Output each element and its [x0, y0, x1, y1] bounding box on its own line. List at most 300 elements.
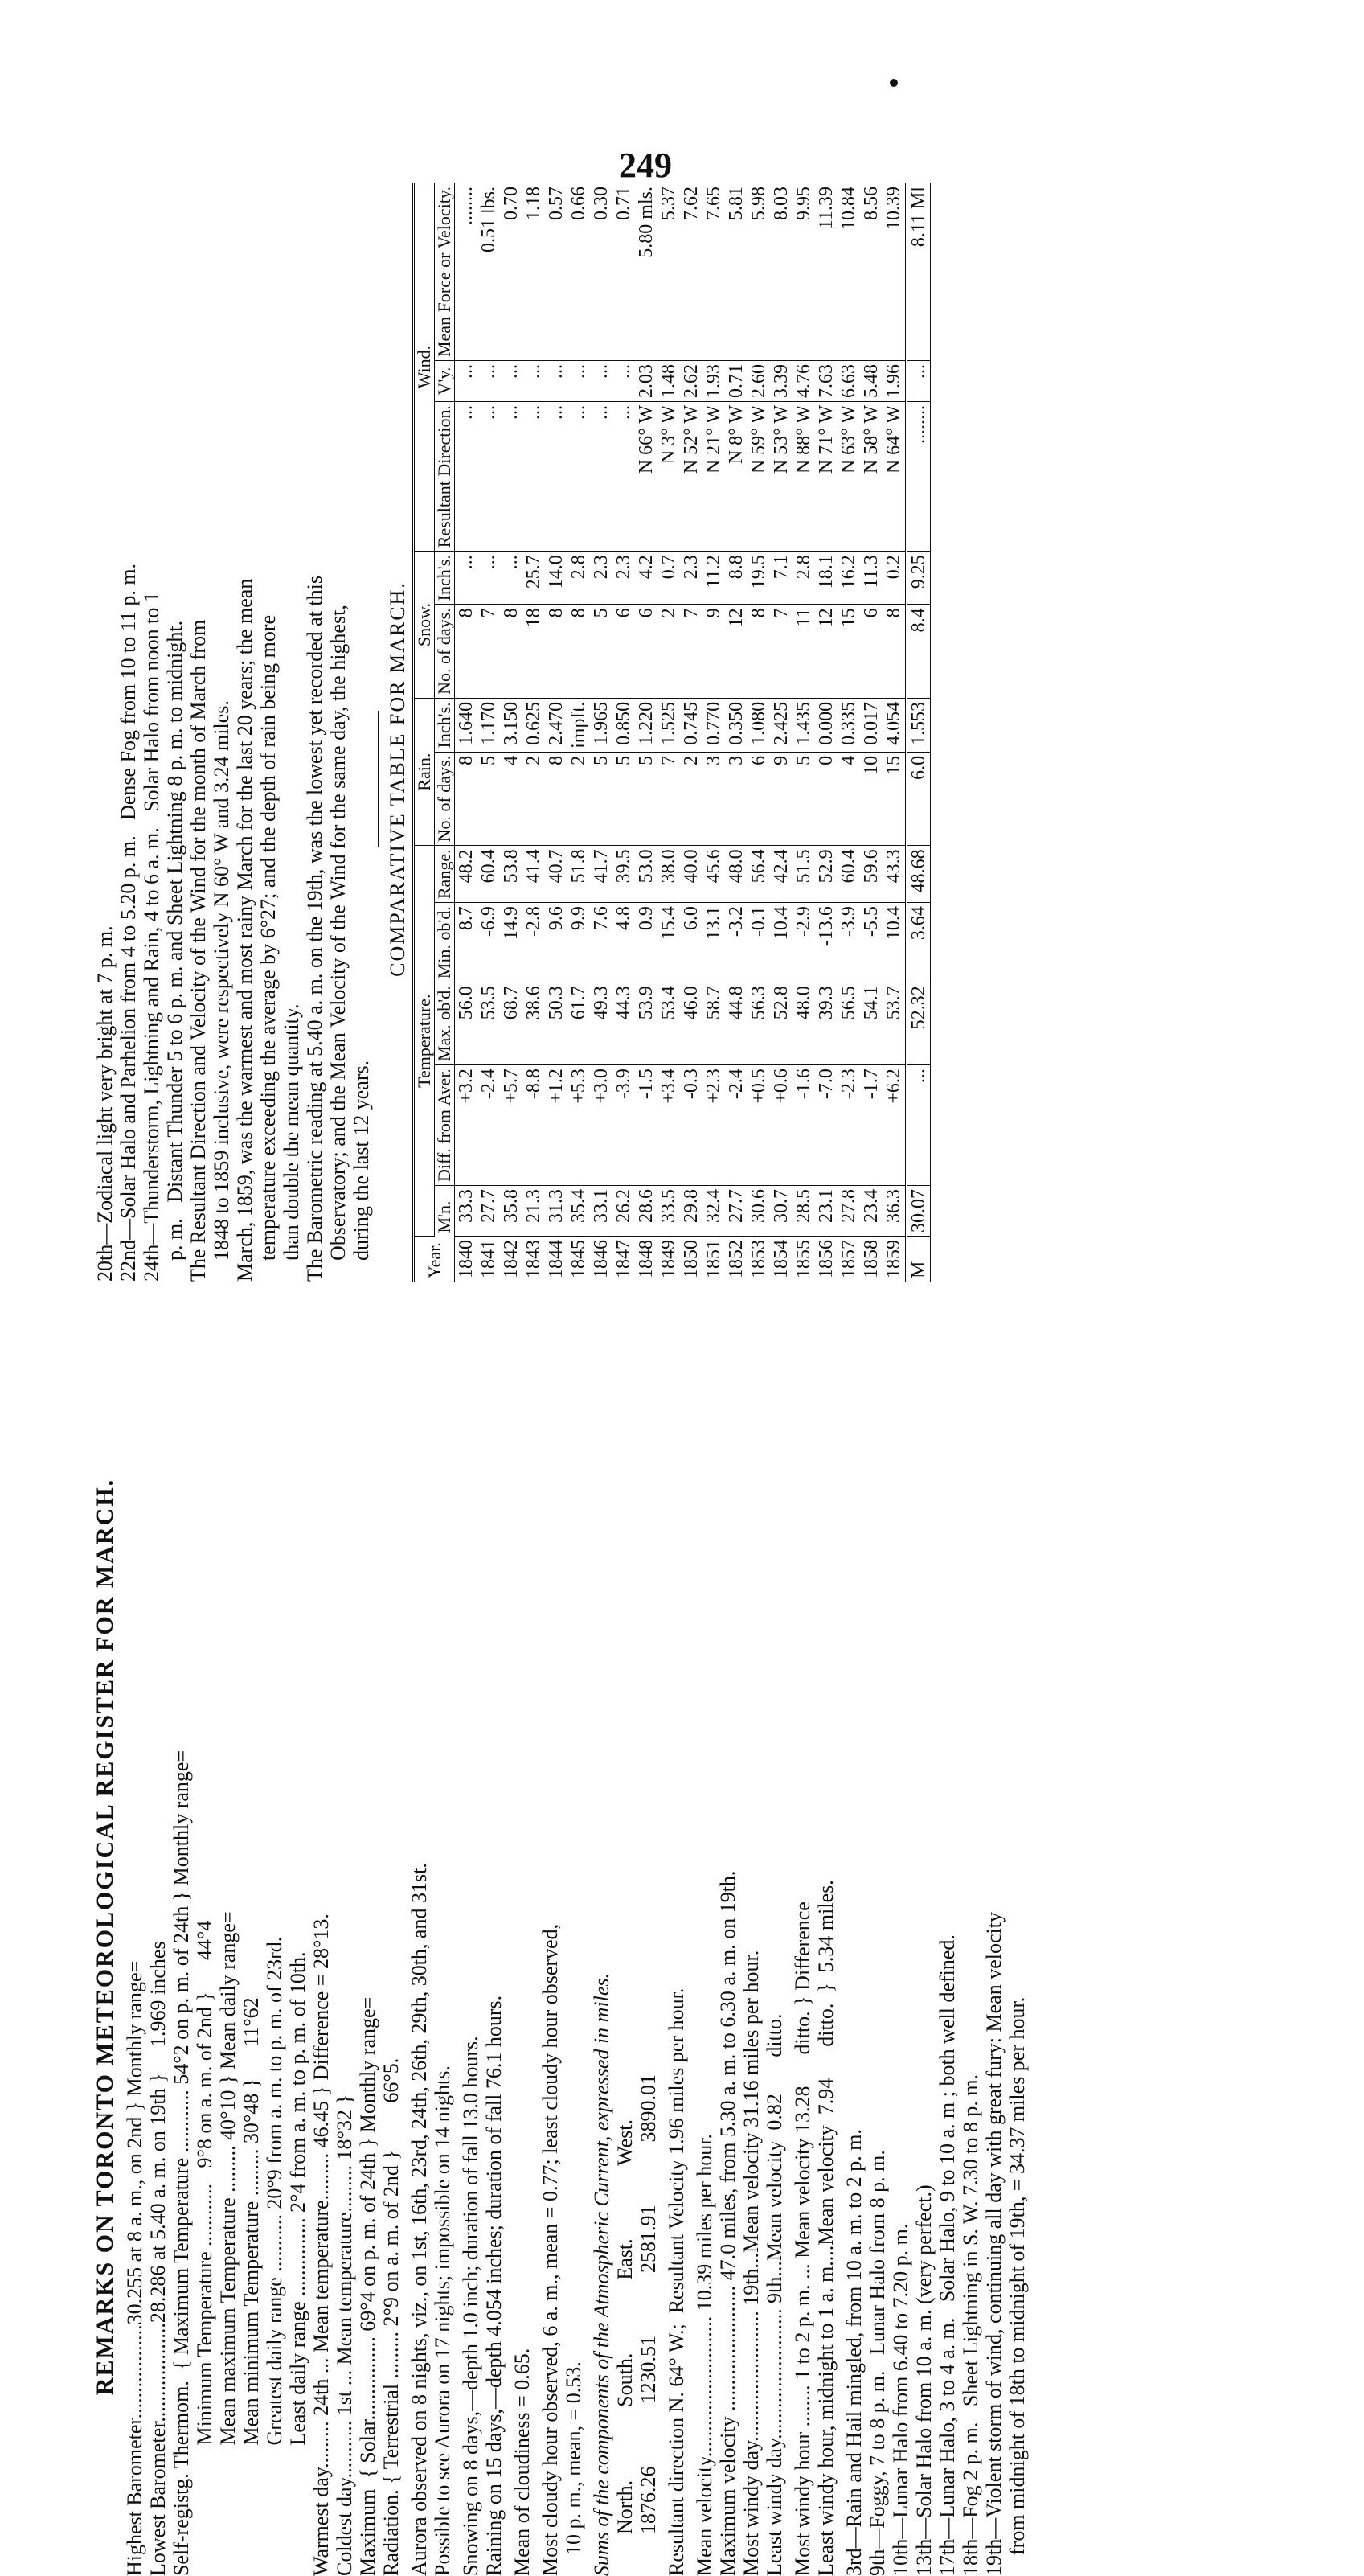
- table-row: [680, 183, 702, 1282]
- remark-line: Self-registg. Thermom. { Maximum Temperature ............ 54°2 on p. m. of 24th } Monthly range=: [170, 1749, 193, 2576]
- table-mean-row: [907, 183, 932, 1282]
- table-cell: 2: [522, 752, 545, 846]
- table-cell: 1850: [681, 1240, 702, 1278]
- remark-line: North. South. East. West.: [613, 2119, 637, 2576]
- table-cell: 15.4: [657, 903, 680, 982]
- table-cell: N 52° W: [680, 402, 702, 552]
- mean-cell: M: [907, 1237, 932, 1282]
- column-header: Max. ob'd.: [435, 982, 455, 1065]
- note-line: 1848 to 1859 inclusive, were respectively N 60° W and 3.24 miles.: [210, 700, 233, 1282]
- table-row: [725, 183, 748, 1282]
- table-cell: ...: [522, 361, 545, 402]
- table-cell: 1857: [838, 1240, 859, 1278]
- table-cell: 4: [838, 752, 860, 846]
- table-cell: 3.150: [500, 698, 522, 752]
- table-cell: 5.81: [725, 183, 748, 361]
- table-cell: 1.965: [590, 698, 612, 752]
- table-cell: 1842: [501, 1240, 522, 1278]
- table-cell: 1.640: [455, 698, 478, 752]
- table-row: [522, 183, 545, 1282]
- table-cell: N 66° W: [635, 402, 657, 552]
- table-cell: N 8° W: [725, 402, 748, 552]
- column-header: Resultant Direction.: [435, 402, 455, 552]
- table-row: [477, 183, 500, 1282]
- table-row: [883, 183, 907, 1282]
- column-header: Inch's.: [435, 698, 455, 752]
- table-cell: 8: [545, 605, 567, 699]
- table-cell: ...: [500, 361, 522, 402]
- table-cell: 28.5: [793, 1186, 815, 1237]
- table-cell: 8: [455, 752, 478, 846]
- table-cell: 7: [680, 605, 702, 699]
- table-cell: +2.3: [702, 1065, 725, 1186]
- table-cell: 1.220: [635, 698, 657, 752]
- table-cell: ...: [500, 552, 522, 605]
- column-header: No. of days.: [435, 752, 455, 846]
- table-cell: -1.7: [860, 1065, 883, 1186]
- table-cell: 8: [500, 605, 522, 699]
- table-row: [702, 183, 725, 1282]
- table-cell: 1844: [546, 1240, 567, 1278]
- mean-cell: 30.07: [907, 1186, 932, 1237]
- note-line: The Resultant Direction and Velocity of the Wind for the month of March from: [186, 619, 210, 1282]
- mean-cell: 3.64: [907, 903, 932, 982]
- table-cell: 30.6: [748, 1186, 770, 1237]
- year-header: Year.: [414, 1237, 455, 1282]
- remark-line: Maximum { Solar................ 69°4 on p. m. of 24th } Monthly range=: [356, 1996, 379, 2576]
- table-cell: ...: [545, 361, 567, 402]
- table-cell: 8: [748, 605, 770, 699]
- table-body: [455, 183, 907, 1282]
- table-cell: 9.95: [793, 183, 815, 361]
- column-header: Range.: [435, 846, 455, 903]
- remark-line: 10th—Lunar Halo from 6.40 to 7.20 p. m.: [889, 2223, 912, 2576]
- table-cell: 0.51 lbs.: [477, 183, 500, 361]
- table-cell: 2.03: [635, 361, 657, 402]
- mean-cell: ........: [907, 402, 932, 552]
- remark-line: Most windy hour ........ 1 to 2 p. m. ... Mean velocity 13.28 ditto. } Difference: [791, 1901, 814, 2576]
- remark-line: Resultant direction N. 64° W.; Resultant Velocity 1.96 miles per hour.: [665, 1987, 688, 2576]
- table-cell: N 53° W: [770, 402, 793, 552]
- table-cell: N 21° W: [702, 402, 725, 552]
- table-cell: 1.525: [657, 698, 680, 752]
- table-cell: 27.7: [477, 1186, 500, 1237]
- table-cell: -3.9: [612, 1065, 635, 1186]
- table-cell: ...: [567, 361, 590, 402]
- table-cell: 5.98: [748, 183, 770, 361]
- table-cell: 6: [612, 605, 635, 699]
- table-cell: -5.5: [860, 903, 883, 982]
- table-cell: 12: [815, 605, 838, 699]
- table-cell: 45.6: [702, 846, 725, 903]
- table-cell: N 3° W: [657, 402, 680, 552]
- table-cell: 39.5: [612, 846, 635, 903]
- remark-line: Radiation. { Terrestrial ......... 2°9 on a. m. of 2nd } 66°5.: [379, 2057, 403, 2576]
- table-cell: 56.0: [455, 982, 478, 1065]
- table-cell: 5: [635, 752, 657, 846]
- table-cell: 2.62: [680, 361, 702, 402]
- table-cell: 7.65: [702, 183, 725, 361]
- table-cell: 38.6: [522, 982, 545, 1065]
- table-row: [635, 183, 657, 1282]
- table-cell: 7: [770, 605, 793, 699]
- table-cell: -2.8: [522, 903, 545, 982]
- temperature-group-header: Temperature.: [414, 846, 435, 1237]
- table-cell: 9.6: [545, 903, 567, 982]
- table-cell: 5.48: [860, 361, 883, 402]
- table-cell: 8.7: [455, 903, 478, 982]
- table-cell: -2.4: [725, 1065, 748, 1186]
- table-cell: -3.2: [725, 903, 748, 982]
- table-cell: -7.0: [815, 1065, 838, 1186]
- table-cell: 2.470: [545, 698, 567, 752]
- remark-line: Most cloudy hour observed, 6 a. m., mean = 0.77; least cloudy hour observed,: [539, 1923, 562, 2576]
- table-row: [612, 183, 635, 1282]
- table-cell: 6: [860, 605, 883, 699]
- table-cell: N 71° W: [815, 402, 838, 552]
- table-cell: 53.0: [635, 846, 657, 903]
- table-cell: N 59° W: [748, 402, 770, 552]
- column-header: M'n.: [435, 1186, 455, 1237]
- table-cell: +1.2: [545, 1065, 567, 1186]
- remark-line: 10 p. m., mean, = 0.53.: [562, 2361, 585, 2576]
- table-row: [860, 183, 883, 1282]
- table-cell: 1846: [591, 1240, 612, 1278]
- table-cell: 7.1: [770, 552, 793, 605]
- table-cell: 54.1: [860, 982, 883, 1065]
- remark-line: Mean minimum Temperature ......... 30°48 } 11°62: [240, 1997, 263, 2576]
- table-cell: 1.170: [477, 698, 500, 752]
- table-cell: 0.7: [657, 552, 680, 605]
- table-cell: 48.2: [455, 846, 478, 903]
- table-cell: 10: [860, 752, 883, 846]
- table-cell: 6.0: [680, 903, 702, 982]
- remark-line: Mean velocity........................... 10.39 miles per hour.: [693, 2133, 716, 2576]
- table-row: [770, 183, 793, 1282]
- table-cell: 31.3: [545, 1186, 567, 1237]
- table-cell: 19.5: [748, 552, 770, 605]
- table-cell: +3.4: [657, 1065, 680, 1186]
- table-cell: 28.6: [635, 1186, 657, 1237]
- table-cell: 33.1: [590, 1186, 612, 1237]
- table-cell: 1841: [478, 1240, 499, 1278]
- table-cell: 10.84: [838, 183, 860, 361]
- table-cell: 52.9: [815, 846, 838, 903]
- mean-cell: 52.32: [907, 982, 932, 1065]
- table-cell: +0.6: [770, 1065, 793, 1186]
- remark-line: 3rd—Rain and Hail mingled, from 10 a. m. to 2 p. m.: [842, 2128, 866, 2576]
- table-cell: 1859: [883, 1240, 904, 1278]
- table-cell: 0.9: [635, 903, 657, 982]
- remarks-list: [123, 1298, 1029, 2576]
- table-cell: ...: [477, 402, 500, 552]
- remark-line: Least windy hour, midnight to 1 a. m....Mean velocity 7.94 ditto. } 5.34 miles.: [814, 1880, 838, 2576]
- table-cell: 5.80 mls.: [635, 183, 657, 361]
- table-cell: 7.63: [815, 361, 838, 402]
- table-cell: 2.3: [590, 552, 612, 605]
- remark-line: Warmest day......... 24th ... Mean temperature......... 46.45 } Difference = 28°13.: [309, 1914, 333, 2576]
- remark-line: Minimum Temperature ............ 9°8 on a. m. of 2nd } 44°4: [193, 1920, 216, 2576]
- table-cell: 3: [725, 752, 748, 846]
- table-cell: 1847: [613, 1240, 634, 1278]
- table-cell: 13.1: [702, 903, 725, 982]
- table-cell: 2.3: [680, 552, 702, 605]
- column-header: V'y.: [435, 361, 455, 402]
- table-cell: 9.9: [567, 903, 590, 982]
- table-cell: 18: [522, 605, 545, 699]
- table-cell: 1849: [658, 1240, 679, 1278]
- table-cell: -6.9: [477, 903, 500, 982]
- note-line: March, 1859, was the warmest and most rainy March for the last 20 years; the mean: [233, 578, 256, 1282]
- table-cell: 35.4: [567, 1186, 590, 1237]
- rain-group-header: Rain.: [414, 698, 435, 846]
- table-cell: 32.4: [702, 1186, 725, 1237]
- table-cell: +3.0: [590, 1065, 612, 1186]
- table-row: [838, 183, 860, 1282]
- remark-line: Maximum velocity ........................ 47.0 miles, from 5.30 a. m. to 6.30 a. m. on 19th.: [716, 1870, 739, 2576]
- table-cell: 2: [567, 752, 590, 846]
- table-cell: 39.3: [815, 982, 838, 1065]
- table-cell: 60.4: [477, 846, 500, 903]
- table-cell: N 64° W: [883, 402, 907, 552]
- table-cell: 48.0: [725, 846, 748, 903]
- table-cell: 8: [883, 605, 907, 699]
- table-cell: 0.2: [883, 552, 907, 605]
- table-cell: 40.0: [680, 846, 702, 903]
- remark-line: Greatest daily range ........... 20°9 from a. m. to p. m. of 23rd.: [263, 1936, 286, 2576]
- table-cell: 5: [477, 752, 500, 846]
- table-cell: N 58° W: [860, 402, 883, 552]
- table-cell: 18.1: [815, 552, 838, 605]
- notes-column: [93, 187, 932, 1282]
- table-cell: 36.3: [883, 1186, 907, 1237]
- table-cell: 14.9: [500, 903, 522, 982]
- table-cell: 2.8: [793, 552, 815, 605]
- table-cell: 12: [725, 605, 748, 699]
- table-cell: 5: [590, 605, 612, 699]
- remark-line: 19th—Violent storm of wind, continuing all day with great fury: Mean velocity: [982, 1912, 1006, 2576]
- note-line: during the last 12 years.: [350, 1060, 373, 1282]
- column-header: Mean Force or Velocity.: [435, 183, 455, 361]
- table-cell: -1.5: [635, 1065, 657, 1186]
- table-cell: 5: [793, 752, 815, 846]
- table-cell: 38.0: [657, 846, 680, 903]
- table-cell: 1840: [456, 1240, 477, 1278]
- remark-line: Mean of cloudiness = 0.65.: [510, 2348, 534, 2576]
- table-cell: 11: [793, 605, 815, 699]
- table-row: [815, 183, 838, 1282]
- table-cell: 10.4: [770, 903, 793, 982]
- note-line: than double the mean quantity.: [280, 1003, 303, 1282]
- table-cell: ...: [612, 361, 635, 402]
- table-cell: 3.39: [770, 361, 793, 402]
- table-cell: 2: [657, 605, 680, 699]
- table-cell: 11.2: [702, 552, 725, 605]
- table-cell: 23.4: [860, 1186, 883, 1237]
- table-cell: -3.9: [838, 903, 860, 982]
- table-cell: 48.0: [793, 982, 815, 1065]
- remark-line: 13th—Solar Halo from 10 a. m. (very perfect.): [912, 2184, 936, 2576]
- table-cell: 33.5: [657, 1186, 680, 1237]
- table-cell: 68.7: [500, 982, 522, 1065]
- table-cell: 60.4: [838, 846, 860, 903]
- table-cell: 0.66: [567, 183, 590, 361]
- column-header: Diff. from Aver.: [435, 1065, 455, 1186]
- table-cell: +3.2: [455, 1065, 478, 1186]
- table-cell: 27.7: [725, 1186, 748, 1237]
- table-cell: 51.5: [793, 846, 815, 903]
- table-cell: 25.7: [522, 552, 545, 605]
- table-cell: 10.39: [883, 183, 907, 361]
- table-cell: 0.71: [612, 183, 635, 361]
- table-cell: +6.2: [883, 1065, 907, 1186]
- table-cell: 49.3: [590, 982, 612, 1065]
- table-cell: 35.8: [500, 1186, 522, 1237]
- table-cell: 0.71: [725, 361, 748, 402]
- table-cell: 0.350: [725, 698, 748, 752]
- column-header: Min. ob'd.: [435, 903, 455, 982]
- table-cell: ...: [477, 361, 500, 402]
- table-cell: 0.625: [522, 698, 545, 752]
- table-cell: ...: [477, 552, 500, 605]
- table-cell: 6: [635, 605, 657, 699]
- remarks-column: [93, 1298, 1029, 2576]
- table-cell: 2: [680, 752, 702, 846]
- remark-line: Aurora observed on 8 nights, viz., on 1st, 16th, 23rd, 24th, 26th, 29th, 30th, and 31st.: [408, 1863, 431, 2576]
- table-cell: 0.57: [545, 183, 567, 361]
- table-cell: 50.3: [545, 982, 567, 1065]
- table-cell: 1851: [703, 1240, 724, 1278]
- table-cell: 1.435: [793, 698, 815, 752]
- note-line: 24th—Thunderstorm, Lightning and Rain, 4 to 6 a. m. Solar Halo from noon to 1: [140, 592, 163, 1282]
- ink-dot: [890, 79, 898, 87]
- table-cell: 41.7: [590, 846, 612, 903]
- table-cell: 4.054: [883, 698, 907, 752]
- table-row: [567, 183, 590, 1282]
- table-cell: 2.425: [770, 698, 793, 752]
- table-row: [748, 183, 770, 1282]
- table-cell: 0: [815, 752, 838, 846]
- wind-group-header: Wind.: [414, 183, 435, 552]
- table-cell: 15: [838, 605, 860, 699]
- table-cell: 10.4: [883, 903, 907, 982]
- table-cell: 4.2: [635, 552, 657, 605]
- remark-line: 18th—Fog 2 p. m. Sheet Lightning in S. W. 7.30 to 8 p. m.: [959, 2074, 982, 2576]
- remark-line: Possible to see Aurora on 17 nights; impossible on 14 nights.: [431, 2065, 454, 2576]
- table-cell: 0.30: [590, 183, 612, 361]
- remark-line: from midnight of 18th to midnight of 19th, = 34.37 miles per hour.: [1006, 1996, 1029, 2576]
- table-cell: 33.3: [455, 1186, 478, 1237]
- table-cell: 8: [567, 605, 590, 699]
- table-cell: 53.7: [883, 982, 907, 1065]
- table-cell: ...: [455, 361, 478, 402]
- remark-line: Least daily range ............... 2°4 from a. m. to p. m. of 10th.: [286, 1951, 309, 2576]
- table-cell: 8.03: [770, 183, 793, 361]
- page-title: REMARKS ON TORONTO METEOROLOGICAL REGISTER FOR MARCH.: [92, 1478, 118, 2396]
- table-cell: -2.3: [838, 1065, 860, 1186]
- table-cell: 4.76: [793, 361, 815, 402]
- table-cell: 16.2: [838, 552, 860, 605]
- table-cell: ...: [612, 402, 635, 552]
- table-cell: 1.93: [702, 361, 725, 402]
- table-cell: 53.4: [657, 982, 680, 1065]
- column-header: No. of days.: [435, 605, 455, 699]
- table-cell: 27.8: [838, 1186, 860, 1237]
- table-cell: N 88° W: [793, 402, 815, 552]
- remark-line: 1876.26 1230.51 2581.91 3890.01: [637, 2074, 660, 2576]
- table-cell: N 63° W: [838, 402, 860, 552]
- remark-line: Highest Barometer..................30.255 at 8 a. m., on 2nd } Monthly range=: [123, 1960, 146, 2576]
- table-cell: 1852: [726, 1240, 747, 1278]
- table-cell: 1854: [771, 1240, 792, 1278]
- table-cell: -2.9: [793, 903, 815, 982]
- table-cell: 9: [702, 605, 725, 699]
- table-cell: -2.4: [477, 1065, 500, 1186]
- remark-line: Snowing on 8 days,—depth 1.0 inch; duration of fall 13.0 hours.: [459, 2036, 482, 2576]
- table-cell: +5.3: [567, 1065, 590, 1186]
- mean-cell: ...: [907, 1065, 932, 1186]
- table-cell: 1843: [523, 1240, 544, 1278]
- table-cell: 2.8: [567, 552, 590, 605]
- table-cell: 1845: [568, 1240, 589, 1278]
- column-header: Inch's.: [435, 552, 455, 605]
- table-title: COMPARATIVE TABLE FOR MARCH.: [386, 581, 409, 977]
- table-cell: 6.63: [838, 361, 860, 402]
- mean-cell: 8.11 Ml: [907, 183, 932, 361]
- table-cell: 56.4: [748, 846, 770, 903]
- table-cell: 21.3: [522, 1186, 545, 1237]
- table-cell: 4.8: [612, 903, 635, 982]
- note-line: temperature exceeding the average by 6°27; and the depth of rain being more: [256, 614, 280, 1282]
- table-cell: 0.017: [860, 698, 883, 752]
- table-cell: +5.7: [500, 1065, 522, 1186]
- table-cell: -8.8: [522, 1065, 545, 1186]
- table-cell: 8.8: [725, 552, 748, 605]
- table-cell: 11.3: [860, 552, 883, 605]
- table-cell: ........: [455, 183, 478, 361]
- notes-list: [93, 277, 373, 1282]
- table-cell: ...: [522, 402, 545, 552]
- table-cell: 2.60: [748, 361, 770, 402]
- table-cell: 40.7: [545, 846, 567, 903]
- remark-line: Sums of the components of the Atmospheric Current, expressed in miles.: [590, 1972, 613, 2576]
- table-cell: 7.62: [680, 183, 702, 361]
- table-cell: 4: [500, 752, 522, 846]
- mean-cell: 48.68: [907, 846, 932, 903]
- table-cell: 1853: [748, 1240, 769, 1278]
- table-cell: 58.7: [702, 982, 725, 1065]
- table-cell: 44.3: [612, 982, 635, 1065]
- table-cell: 1.080: [748, 698, 770, 752]
- table-cell: 23.1: [815, 1186, 838, 1237]
- remark-line: Lowest Barometer...................28.286 at 5.40 a. m. on 19th } 1.969 inches: [146, 1941, 170, 2576]
- table-cell: -0.1: [748, 903, 770, 982]
- table-cell: 0.000: [815, 698, 838, 752]
- table-cell: ...: [545, 402, 567, 552]
- table-row: [657, 183, 680, 1282]
- table-cell: 1858: [861, 1240, 882, 1278]
- mean-cell: 1.553: [907, 698, 932, 752]
- table-row: [500, 183, 522, 1282]
- note-line: 22nd—Solar Halo and Parhelion from 4 to 5.20 p. m. Dense Fog from 10 to 11 p. m.: [117, 563, 140, 1282]
- remark-line: 9th—Foggy, 7 to 8 p. m. Lunar Halo from 8 p. m.: [866, 2150, 889, 2576]
- table-cell: ...: [500, 402, 522, 552]
- rotated-page-content: [92, 187, 1251, 2576]
- table-cell: 5: [612, 752, 635, 846]
- table-cell: +0.5: [748, 1065, 770, 1186]
- remark-line: Mean maximum Temperature ......... 40°10 } Mean daily range=: [216, 1911, 240, 2576]
- table-cell: 1855: [793, 1240, 814, 1278]
